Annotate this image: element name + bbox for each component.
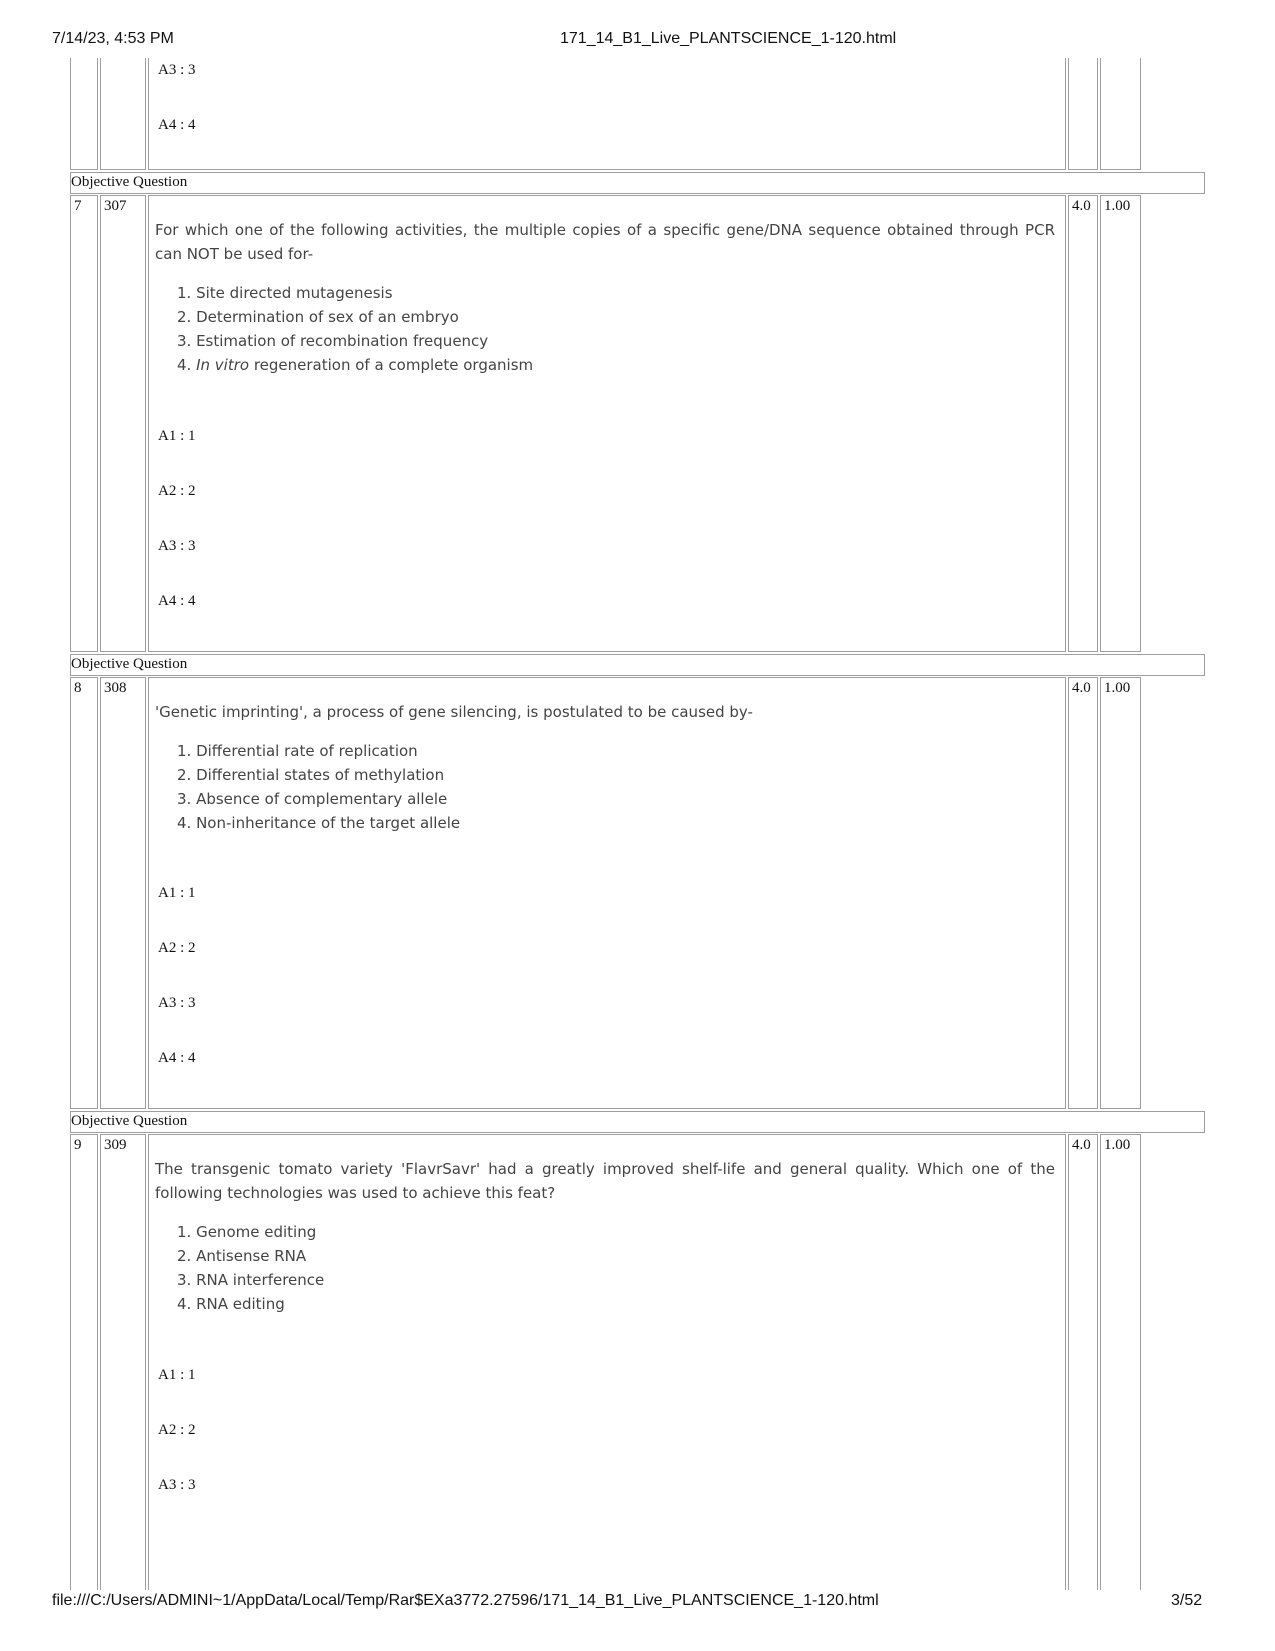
question-text: For which one of the following activities, the multiple copies of a specific gene/DNA sequence obtained through PCR can NOT be used for- xyxy=(155,221,1055,263)
question-sheet xyxy=(70,58,1205,1590)
option-item: 2. Antisense RNA xyxy=(177,1247,307,1265)
sno-cell xyxy=(70,195,98,652)
option-item: 3. Absence of complementary allele xyxy=(177,790,448,808)
option-item: 2. Differential states of methylation xyxy=(177,766,445,784)
question-body-cell xyxy=(148,677,1066,1109)
question-number: 7 xyxy=(74,198,82,214)
print-header xyxy=(52,30,1275,50)
option-item: 3. Estimation of recombination frequency xyxy=(177,332,489,350)
question-row xyxy=(70,677,1205,1109)
option-list xyxy=(177,281,533,377)
answer-option: A4 : 4 xyxy=(158,1050,196,1066)
marks-cell xyxy=(1068,1134,1098,1590)
marks-cell xyxy=(1068,58,1098,170)
answer-option: A2 : 2 xyxy=(158,940,196,956)
question-type-label: Objective Question xyxy=(70,1111,1205,1133)
answer-option: A1 : 1 xyxy=(158,885,196,901)
question-id: 309 xyxy=(104,1137,127,1153)
print-datetime: 7/14/23, 4:53 PM xyxy=(52,30,174,47)
negative-marks-value: 1.00 xyxy=(1104,680,1131,696)
option-item: 1. Genome editing xyxy=(177,1223,317,1241)
option-item: 4. In vitro regeneration of a complete organism xyxy=(177,356,534,374)
marks-value: 4.0 xyxy=(1072,198,1091,214)
option-item: 1. Site directed mutagenesis xyxy=(177,284,393,302)
sno-cell xyxy=(70,58,98,170)
question-id: 307 xyxy=(104,198,127,214)
document-title: 171_14_B1_Live_PLANTSCIENCE_1-120.html xyxy=(560,30,897,47)
answer-option: A1 : 1 xyxy=(158,428,196,444)
question-body-cell xyxy=(148,195,1066,652)
answer-option: A3 : 3 xyxy=(158,995,196,1011)
negative-marks-value: 1.00 xyxy=(1104,1137,1131,1153)
question-text: 'Genetic imprinting', a process of gene silencing, is postulated to be caused by- xyxy=(155,703,753,721)
negative-marks-cell xyxy=(1100,58,1141,170)
question-id: 308 xyxy=(104,680,127,696)
answer-option: A2 : 2 xyxy=(158,1422,196,1438)
question-type-label: Objective Question xyxy=(70,172,1205,194)
option-item: 1. Differential rate of replication xyxy=(177,742,418,760)
question-text: The transgenic tomato variety 'FlavrSavr' had a greatly improved shelf-life and general quality. Which one of the following technologies was used to achieve this feat? xyxy=(155,1160,1055,1202)
answer-option: A1 : 1 xyxy=(158,1367,196,1383)
sno-cell xyxy=(70,1134,98,1590)
question-row xyxy=(70,1134,1205,1590)
answer-option: A2 : 2 xyxy=(158,483,196,499)
option-list xyxy=(177,1220,324,1316)
negative-marks-value: 1.00 xyxy=(1104,198,1131,214)
page-number: 3/52 xyxy=(1171,1592,1203,1609)
negative-marks-cell xyxy=(1100,677,1141,1109)
answer-option: A3 : 3 xyxy=(158,1477,196,1493)
marks-cell xyxy=(1068,677,1098,1109)
answer-option: A3 : 3 xyxy=(158,62,196,78)
option-item: 3. RNA interference xyxy=(177,1271,325,1289)
option-item: 2. Determination of sex of an embryo xyxy=(177,308,459,326)
italic-term: In vitro xyxy=(196,356,250,374)
marks-value: 4.0 xyxy=(1072,680,1091,696)
qid-cell xyxy=(100,58,146,170)
marks-cell xyxy=(1068,195,1098,652)
option-list xyxy=(177,739,460,835)
answer-option: A3 : 3 xyxy=(158,538,196,554)
previous-question-tail xyxy=(70,58,1205,172)
qid-cell xyxy=(100,195,146,652)
marks-value: 4.0 xyxy=(1072,1137,1091,1153)
file-path: file:///C:/Users/ADMINI~1/AppData/Local/Temp/Rar$EXa3772.27596/171_14_B1_Live_PLANTSCIENCE_1-120.html xyxy=(52,1592,879,1609)
qid-cell xyxy=(100,1134,146,1590)
question-number: 8 xyxy=(74,680,82,696)
answer-option: A4 : 4 xyxy=(158,117,196,133)
question-body-cell xyxy=(148,1134,1066,1590)
question-row xyxy=(70,195,1205,652)
question-body-cell xyxy=(148,58,1066,170)
sno-cell xyxy=(70,677,98,1109)
option-item: 4. RNA editing xyxy=(177,1295,285,1313)
print-footer xyxy=(52,1592,1275,1612)
question-number: 9 xyxy=(74,1137,82,1153)
qid-cell xyxy=(100,677,146,1109)
answer-option: A4 : 4 xyxy=(158,593,196,609)
option-item: 4. Non-inheritance of the target allele xyxy=(177,814,461,832)
question-type-label: Objective Question xyxy=(70,654,1205,676)
negative-marks-cell xyxy=(1100,1134,1141,1590)
negative-marks-cell xyxy=(1100,195,1141,652)
